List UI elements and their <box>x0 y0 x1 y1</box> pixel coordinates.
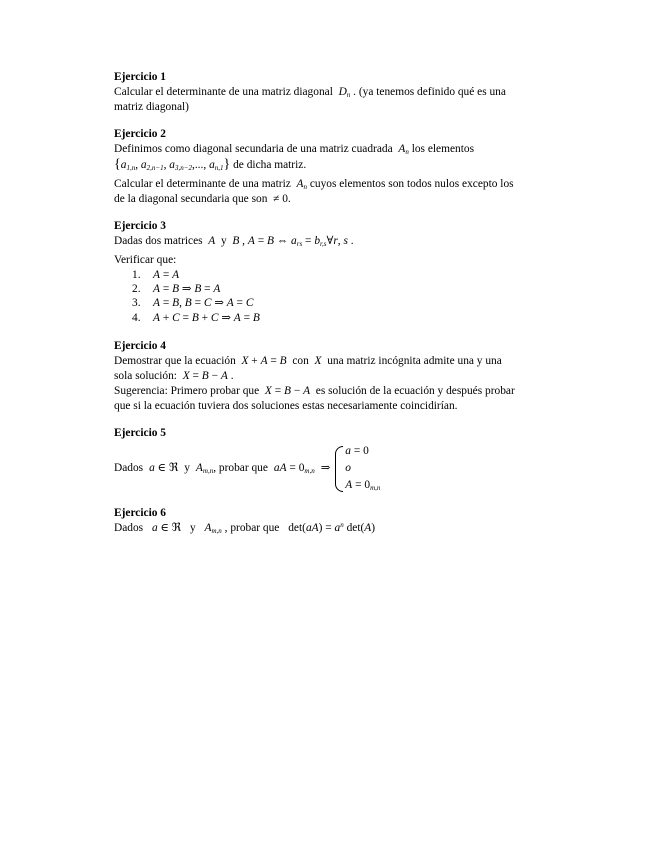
exercise-3 <box>114 219 544 327</box>
list-item: 1. A = A <box>132 269 180 281</box>
exercise-1 <box>114 70 544 115</box>
exercise-5 <box>114 426 544 494</box>
exercise-1-statement: Calcular el determinante de una matriz diagonal $D_n$ . (ya tenemos definido qué es una <box>114 86 506 99</box>
exercise-2-elements: {$a_{1,n}$, $a_{2,n-1}$, $a_{3,n-2}$,..., $a_{n,1}$} de dicha matriz. <box>114 157 307 172</box>
math-equation: X + A = B <box>241 355 287 367</box>
list-item: 2. A = B ⇒ B = A <box>132 283 221 295</box>
math-Dn: $D_n$ <box>335 86 351 99</box>
math-An-2: $A_n$ <box>293 178 307 191</box>
exercise-2-title: Ejercicio 2 <box>114 128 166 140</box>
math-det-identity: $\det(aA) = a^n$ det(A) <box>288 521 376 534</box>
exercise-3-verify-label: Verificar que: <box>114 254 177 266</box>
exercise-1-statement-cont: matriz diagonal) <box>114 101 189 113</box>
exercise-2-question: Calcular el determinante de una matriz $A_n$ cuyos elementos son todos nulos excepto los <box>114 178 514 191</box>
document-content <box>114 70 544 548</box>
list-item: 4. A + C = B + C ⇒ A = B <box>132 312 260 324</box>
math-secondary-diagonal-set: { <box>114 157 121 172</box>
math-solution: X = B − A <box>182 370 228 382</box>
exercise-4-title: Ejercicio 4 <box>114 340 166 352</box>
exercise-5-statement: Dados a ∈ ℜ y $A_{m,n}$ , probar que aA = $0_{m,n}$ ⇒ a = 0 o $A = 0_{m,n}$ <box>114 445 381 492</box>
exercise-2-definition: Definimos como diagonal secundaria de una matriz cuadrada $A_n$ los elementos <box>114 143 475 156</box>
left-brace <box>335 446 343 492</box>
exercise-3-title: Ejercicio 3 <box>114 220 166 232</box>
math-nonzero: ≠ 0 <box>270 193 288 205</box>
exercise-5-title: Ejercicio 5 <box>114 427 166 439</box>
exercise-2 <box>114 127 544 207</box>
exercise-4 <box>114 339 544 414</box>
exercise-3-list <box>132 268 544 327</box>
list-item: 3. A = B, B = C ⇒ A = C <box>132 297 254 309</box>
exercise-4-hint: Sugerencia: Primero probar que X = B − A es solución de la ecuación y después probar <box>114 385 515 397</box>
exercise-6-statement: Dados a ∈ ℜ y $A_{m,n}$ , probar que $\det(aA) = a^n$ det(A) <box>114 521 376 535</box>
math-system: a = 0 o $A = 0_{m,n}$ <box>345 445 381 492</box>
exercise-3-statement: Dadas dos matrices A y B , A = B ⇔ $a_{rs}$ = $b_{r,s}\forall r$, s . <box>114 235 354 248</box>
exercise-4-statement: Demostrar que la ecuación X + A = B con X una matriz incógnita admite una y una <box>114 355 502 367</box>
exercise-2-question-cont: de la diagonal secundaria que son ≠ 0. <box>114 193 291 205</box>
exercise-4-solution: sola solución: X = B − A . <box>114 370 234 382</box>
exercise-4-hint-cont: que si la ecuación tuviera dos soluciones estas necesariamente coincidirían. <box>114 400 458 412</box>
math-An: $A_n$ <box>395 143 409 156</box>
math-equality-definition: A = B ⇔ $a_{rs}$ = $b_{r,s}\forall r$, s <box>247 235 348 248</box>
exercise-1-title: Ejercicio 1 <box>114 71 166 83</box>
exercise-6 <box>114 506 544 536</box>
exercise-6-title: Ejercicio 6 <box>114 507 166 519</box>
